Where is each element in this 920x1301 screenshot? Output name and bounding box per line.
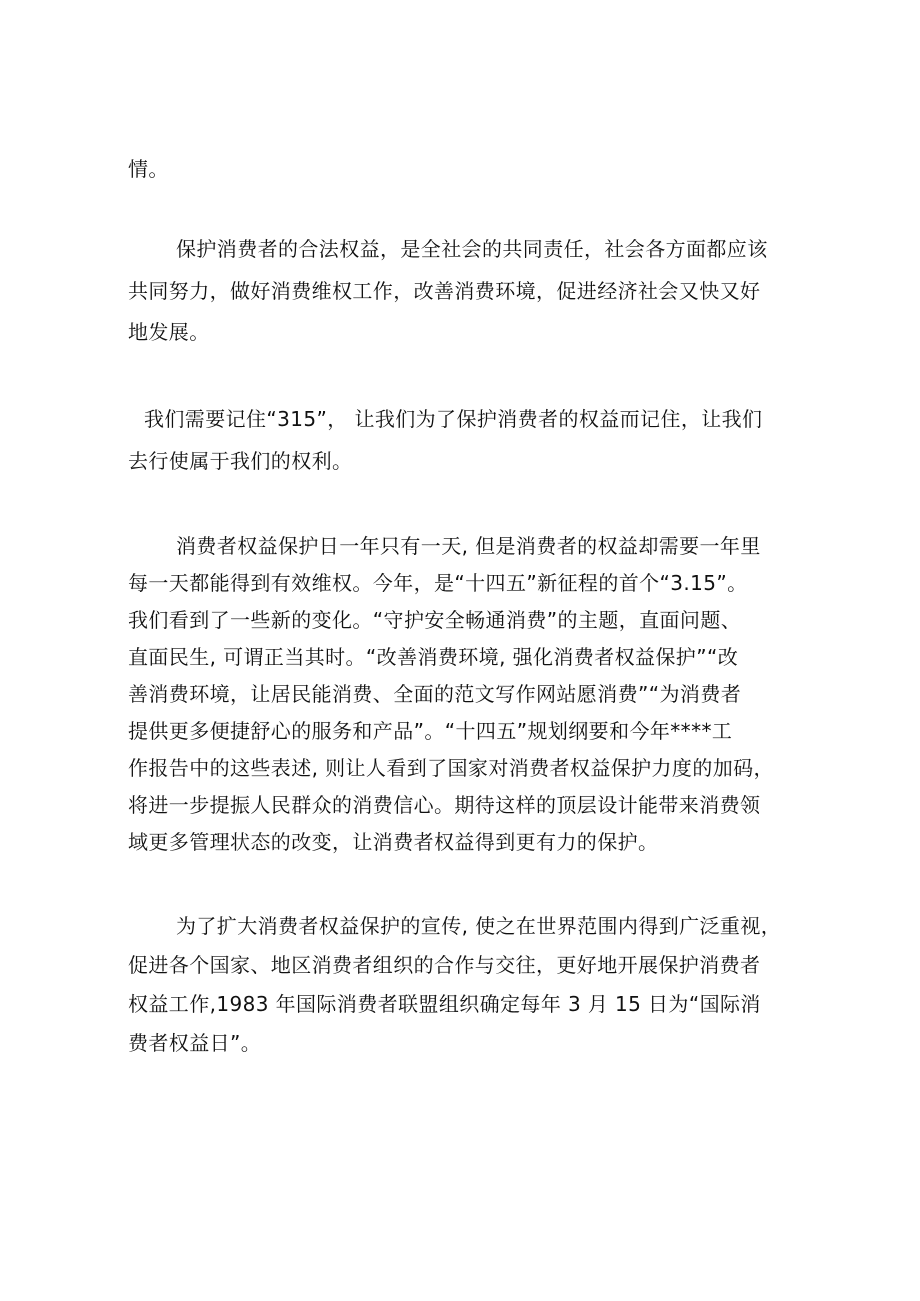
text-line: 去行使属于我们的权利。 bbox=[128, 449, 353, 473]
text-line: 情。 bbox=[128, 157, 169, 181]
text-line: 费者权益日”。 bbox=[128, 1031, 262, 1055]
text-line: 提供更多便捷舒心的服务和产品”。“十四五”规划纲要和今年****工 bbox=[128, 719, 733, 743]
text-line: 权益工作,1983 年国际消费者联盟组织确定每年 3 月 15 日为“国际消 bbox=[128, 992, 761, 1016]
text-line: 为了扩大消费者权益保护的宣传, 使之在世界范围内得到广泛重视， bbox=[176, 914, 782, 938]
text-line: 直面民生, 可谓正当其时。“改善消费环境, 强化消费者权益保护”“改 bbox=[128, 645, 739, 669]
text-line: 消费者权益保护日一年只有一天, 但是消费者的权益却需要一年里 bbox=[176, 534, 761, 558]
text-line: 我们需要记住“315”， 让我们为了保护消费者的权益而记住，让我们 bbox=[144, 407, 763, 431]
text-line: 地发展。 bbox=[128, 320, 210, 344]
text-line: 将进一步提振人民群众的消费信心。期待这样的顶层设计能带来消费领 bbox=[128, 793, 761, 817]
text-line: 我们看到了一些新的变化。“守护安全畅通消费”的主题，直面问题、 bbox=[128, 608, 742, 632]
text-line: 保护消费者的合法权益，是全社会的共同责任，社会各方面都应该 bbox=[176, 237, 768, 261]
text-line: 作报告中的这些表述, 则让人看到了国家对消费者权益保护力度的加码， bbox=[128, 756, 774, 780]
text-line: 善消费环境，让居民能消费、全面的范文写作网站愿消费”“为消费者 bbox=[128, 682, 742, 706]
text-line: 促进各个国家、地区消费者组织的合作与交往，更好地开展保护消费者 bbox=[128, 953, 761, 977]
text-line: 域更多管理状态的改变，让消费者权益得到更有力的保护。 bbox=[128, 830, 659, 854]
text-line: 每一天都能得到有效维权。今年，是“十四五”新征程的首个“3.15”。 bbox=[128, 571, 748, 595]
text-line: 共同努力，做好消费维权工作，改善消费环境，促进经济社会又快又好 bbox=[128, 279, 761, 303]
